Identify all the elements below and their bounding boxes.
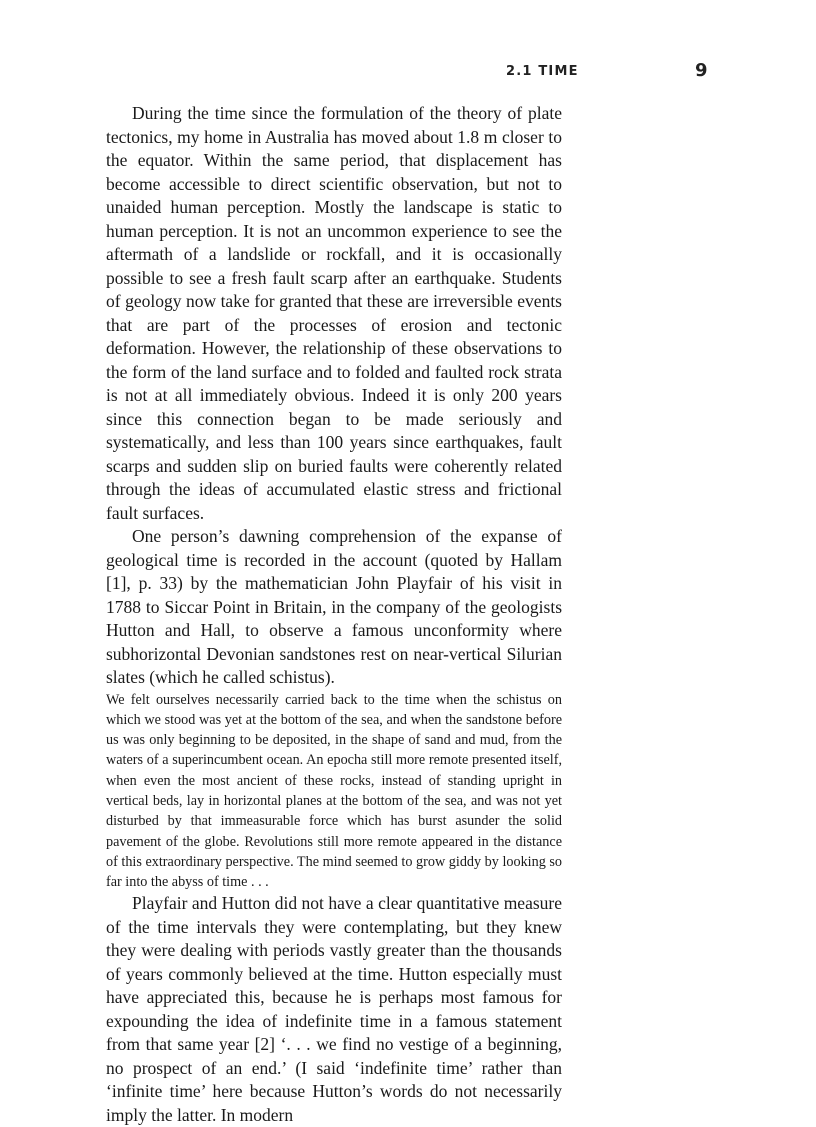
running-head: 2.1 TIME — [506, 64, 579, 79]
paragraph-3: Playfair and Hutton did not have a clear quantitative measure of the time intervals they were contemplating, but they knew they were dealing with periods vastly greater than the thousands of years commonly believed at the time. Hutton especially must have appreciated this, because he is perhaps most famous for expounding the idea of indefinite time in a famous statement from that same year [2] ‘. . . we find no vestige of a beginning, no prospect of an end.’ (I said ‘indefinite time’ rather than ‘infinite time’ here because Hutton’s words do not necessarily imply the latter. In modern — [106, 893, 562, 1125]
block-quote: We felt ourselves necessarily carried back to the time when the schistus on which we stood was yet at the bottom of the sea, and when the sandstone before us was only beginning to be deposited, in the shape of sand and mud, from the waters of a superincumbent ocean. An epocha still more remote presented itself, when even the most ancient of these rocks, instead of standing upright in vertical beds, lay in horizontal planes at the bottom of the sea, and was not yet disturbed by that immeasurable force which has burst asunder the solid pavement of the globe. Revolutions still more remote appeared in the distance of this extraordinary perspective. The mind seemed to grow giddy by looking so far into the abyss of time . . . — [106, 691, 562, 891]
paragraph-2: One person’s dawning comprehension of the expanse of geological time is recorded in the account (quoted by Hallam [1], p. 33) by the mathematician John Playfair of his visit in 1788 to Siccar Point in Britain, in the company of the geologists Hutton and Hall, to observe a famous unconformity where subhorizontal Devonian sandstones rest on near-vertical Silurian slates (which he called schistus). — [106, 526, 562, 687]
page-number: 9 — [695, 60, 708, 81]
body-text — [106, 102, 562, 1127]
paragraph-1: During the time since the formulation of the theory of plate tectonics, my home in Australia has moved about 1.8 m closer to the equator. Within the same period, that displacement has become accessible to direct scientific observation, but not to unaided human perception. Mostly the landscape is static to human perception. It is not an uncommon experience to see the aftermath of a landslide or rockfall, and it is occasionally possible to see a fresh fault scarp after an earthquake. Students of geology now take for granted that these are irreversible events that are part of the processes of erosion and tectonic deformation. However, the relationship of these observations to the form of the land surface and to folded and faulted rock strata is not at all immediately obvious. Indeed it is only 200 years since this connection began to be made seriously and systematically, and less than 100 years since earthquakes, fault scarps and sudden slip on buried faults were coherently related through the ideas of accumulated elastic stress and frictional fault surfaces. — [106, 103, 562, 523]
